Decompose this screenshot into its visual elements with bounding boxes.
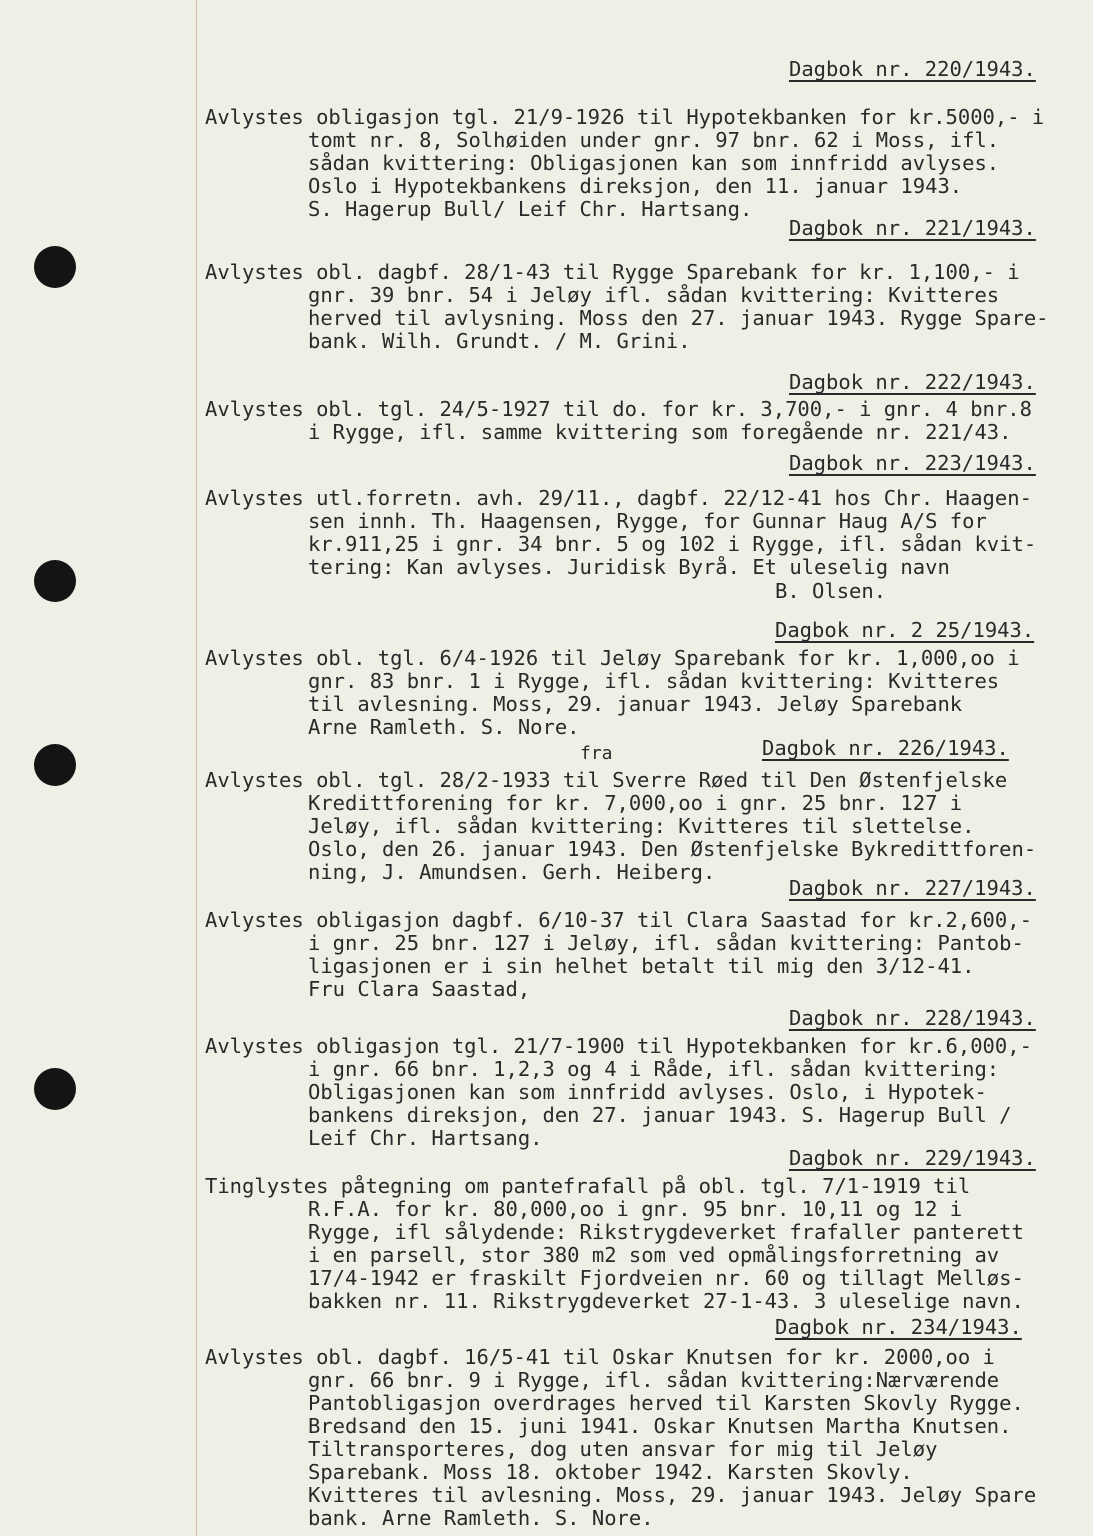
entry-line: ligasjonen er i sin helhet betalt til mig den 3/12-41. [308, 954, 975, 978]
entry-line: Bredsand den 15. juni 1941. Oskar Knutsen Martha Knutsen. [308, 1414, 1012, 1438]
entry-line: bank. Arne Ramleth. S. Nore. [308, 1506, 654, 1530]
punch-hole [34, 560, 76, 602]
entry-line: tomt nr. 8, Solhøiden under gnr. 97 bnr. 62 i Moss, ifl. [308, 128, 1000, 152]
entry-line: ning, J. Amundsen. Gerh. Heiberg. [308, 860, 716, 884]
entry-line: bankens direksjon, den 27. januar 1943. S. Hagerup Bull / [308, 1103, 1012, 1127]
entry-heading: Dagbok nr. 2 25/1943. [775, 618, 1035, 642]
punch-hole [34, 246, 76, 288]
entry-line: Arne Ramleth. S. Nore. [308, 715, 580, 739]
entry-line: i gnr. 66 bnr. 1,2,3 og 4 i Råde, ifl. sådan kvittering: [308, 1057, 1000, 1081]
entry-line: Obligasjonen kan som innfridd avlyses. Oslo, i Hypotek- [308, 1080, 987, 1104]
entry-line: kr.911,25 i gnr. 34 bnr. 5 og 102 i Rygge, ifl. sådan kvit- [308, 532, 1037, 556]
entry-line: Avlystes obl. tgl. 6/4-1926 til Jeløy Sparebank for kr. 1,000,oo i [205, 646, 1020, 670]
entry-line: Rygge, ifl sålydende: Rikstrygdeverket frafaller panterett [308, 1220, 1024, 1244]
entry-line: Oslo i Hypotekbankens direksjon, den 11. januar 1943. [308, 174, 963, 198]
entry-line: B. Olsen. [775, 579, 887, 603]
entry-line: Jeløy, ifl. sådan kvittering: Kvitteres til slettelse. [308, 814, 975, 838]
entry-line: sen innh. Th. Haagensen, Rygge, for Gunnar Haug A/S for [308, 509, 987, 533]
entry-line: S. Hagerup Bull/ Leif Chr. Hartsang. [308, 197, 753, 221]
entry-heading: Dagbok nr. 226/1943. [762, 736, 1009, 760]
entry-line: Kvitteres til avlesning. Moss, 29. januar 1943. Jeløy Spare [308, 1483, 1037, 1507]
entry-line: Avlystes obligasjon tgl. 21/7-1900 til Hypotekbanken for kr.6,000,- [205, 1034, 1032, 1058]
entry-line: Avlystes obl. tgl. 28/2-1933 til Sverre Røed til Den Østenfjelske [205, 768, 1008, 792]
entry-line: herved til avlysning. Moss den 27. januar 1943. Rygge Spare- [308, 306, 1049, 330]
entry-line: gnr. 83 bnr. 1 i Rygge, ifl. sådan kvittering: Kvitteres [308, 669, 1000, 693]
entry-line: Sparebank. Moss 18. oktober 1942. Karsten Skovly. [308, 1460, 913, 1484]
entry-heading: Dagbok nr. 220/1943. [789, 57, 1036, 81]
entry-line: Pantobligasjon overdrages herved til Karsten Skovly Rygge. [308, 1391, 1024, 1415]
entry-heading: Dagbok nr. 222/1943. [789, 370, 1036, 394]
entry-line: Kredittforening for kr. 7,000,oo i gnr. 25 bnr. 127 i [308, 791, 963, 815]
entry-line: Avlystes obligasjon dagbf. 6/10-37 til Clara Saastad for kr.2,600,- [205, 908, 1032, 932]
entry-line: i Rygge, ifl. samme kvittering som foregående nr. 221/43. [308, 420, 1012, 444]
entry-line: gnr. 39 bnr. 54 i Jeløy ifl. sådan kvittering: Kvitteres [308, 283, 1000, 307]
entry-line: Avlystes obl. dagbf. 16/5-41 til Oskar Knutsen for kr. 2000,oo i [205, 1345, 995, 1369]
entry-line: i gnr. 25 bnr. 127 i Jeløy, ifl. sådan kvittering: Pantob- [308, 931, 1024, 955]
entry-line: bank. Wilh. Grundt. / M. Grini. [308, 329, 691, 353]
entry-line: Oslo, den 26. januar 1943. Den Østenfjelske Bykredittforen- [308, 837, 1037, 861]
entry-line: Avlystes obl. dagbf. 28/1-43 til Rygge Sparebank for kr. 1,100,- i [205, 260, 1020, 284]
entry-line: gnr. 66 bnr. 9 i Rygge, ifl. sådan kvittering:Nærværende [308, 1368, 1000, 1392]
entry-heading: Dagbok nr. 229/1943. [789, 1146, 1036, 1170]
entry-line: 17/4-1942 er fraskilt Fjordveien nr. 60 og tillagt Melløs- [308, 1266, 1024, 1290]
entry-heading: Dagbok nr. 227/1943. [789, 876, 1036, 900]
entry-line: bakken nr. 11. Rikstrygdeverket 27-1-43. 3 uleselige navn. [308, 1289, 1024, 1313]
entry-line: R.F.A. for kr. 80,000,oo i gnr. 95 bnr. 10,11 og 12 i [308, 1197, 963, 1221]
entry-line: Fru Clara Saastad, [308, 977, 531, 1001]
entry-heading: Dagbok nr. 221/1943. [789, 216, 1036, 240]
entry-line: Avlystes obligasjon tgl. 21/9-1926 til Hypotekbanken for kr.5000,- i [205, 105, 1045, 129]
entry-line: Avlystes utl.forretn. avh. 29/11., dagbf. 22/12-41 hos Chr. Haagen- [205, 486, 1032, 510]
margin-rule [196, 0, 197, 1536]
entry-heading: Dagbok nr. 234/1943. [775, 1315, 1022, 1339]
punch-hole [34, 744, 76, 786]
entry-line: tering: Kan avlyses. Juridisk Byrå. Et uleselig navn [308, 555, 950, 579]
entry-heading: Dagbok nr. 223/1943. [789, 451, 1036, 475]
entry-line: Leif Chr. Hartsang. [308, 1126, 543, 1150]
entry-heading: Dagbok nr. 228/1943. [789, 1006, 1036, 1030]
entry-line: i en parsell, stor 380 m2 som ved opmålingsforretning av [308, 1243, 1000, 1267]
entry-line: sådan kvittering: Obligasjonen kan som innfridd avlyses. [308, 151, 1000, 175]
punch-hole [34, 1068, 76, 1110]
entry-line: Tiltransporteres, dog uten ansvar for mig til Jeløy [308, 1437, 938, 1461]
entry-line: Avlystes obl. tgl. 24/5-1927 til do. for kr. 3,700,- i gnr. 4 bnr.8 [205, 397, 1032, 421]
entry-line: til avlesning. Moss, 29. januar 1943. Jeløy Sparebank [308, 692, 963, 716]
entry-line: Tinglystes påtegning om pantefrafall på obl. tgl. 7/1-1919 til [205, 1174, 971, 1198]
insertion-note: fra [580, 743, 613, 764]
